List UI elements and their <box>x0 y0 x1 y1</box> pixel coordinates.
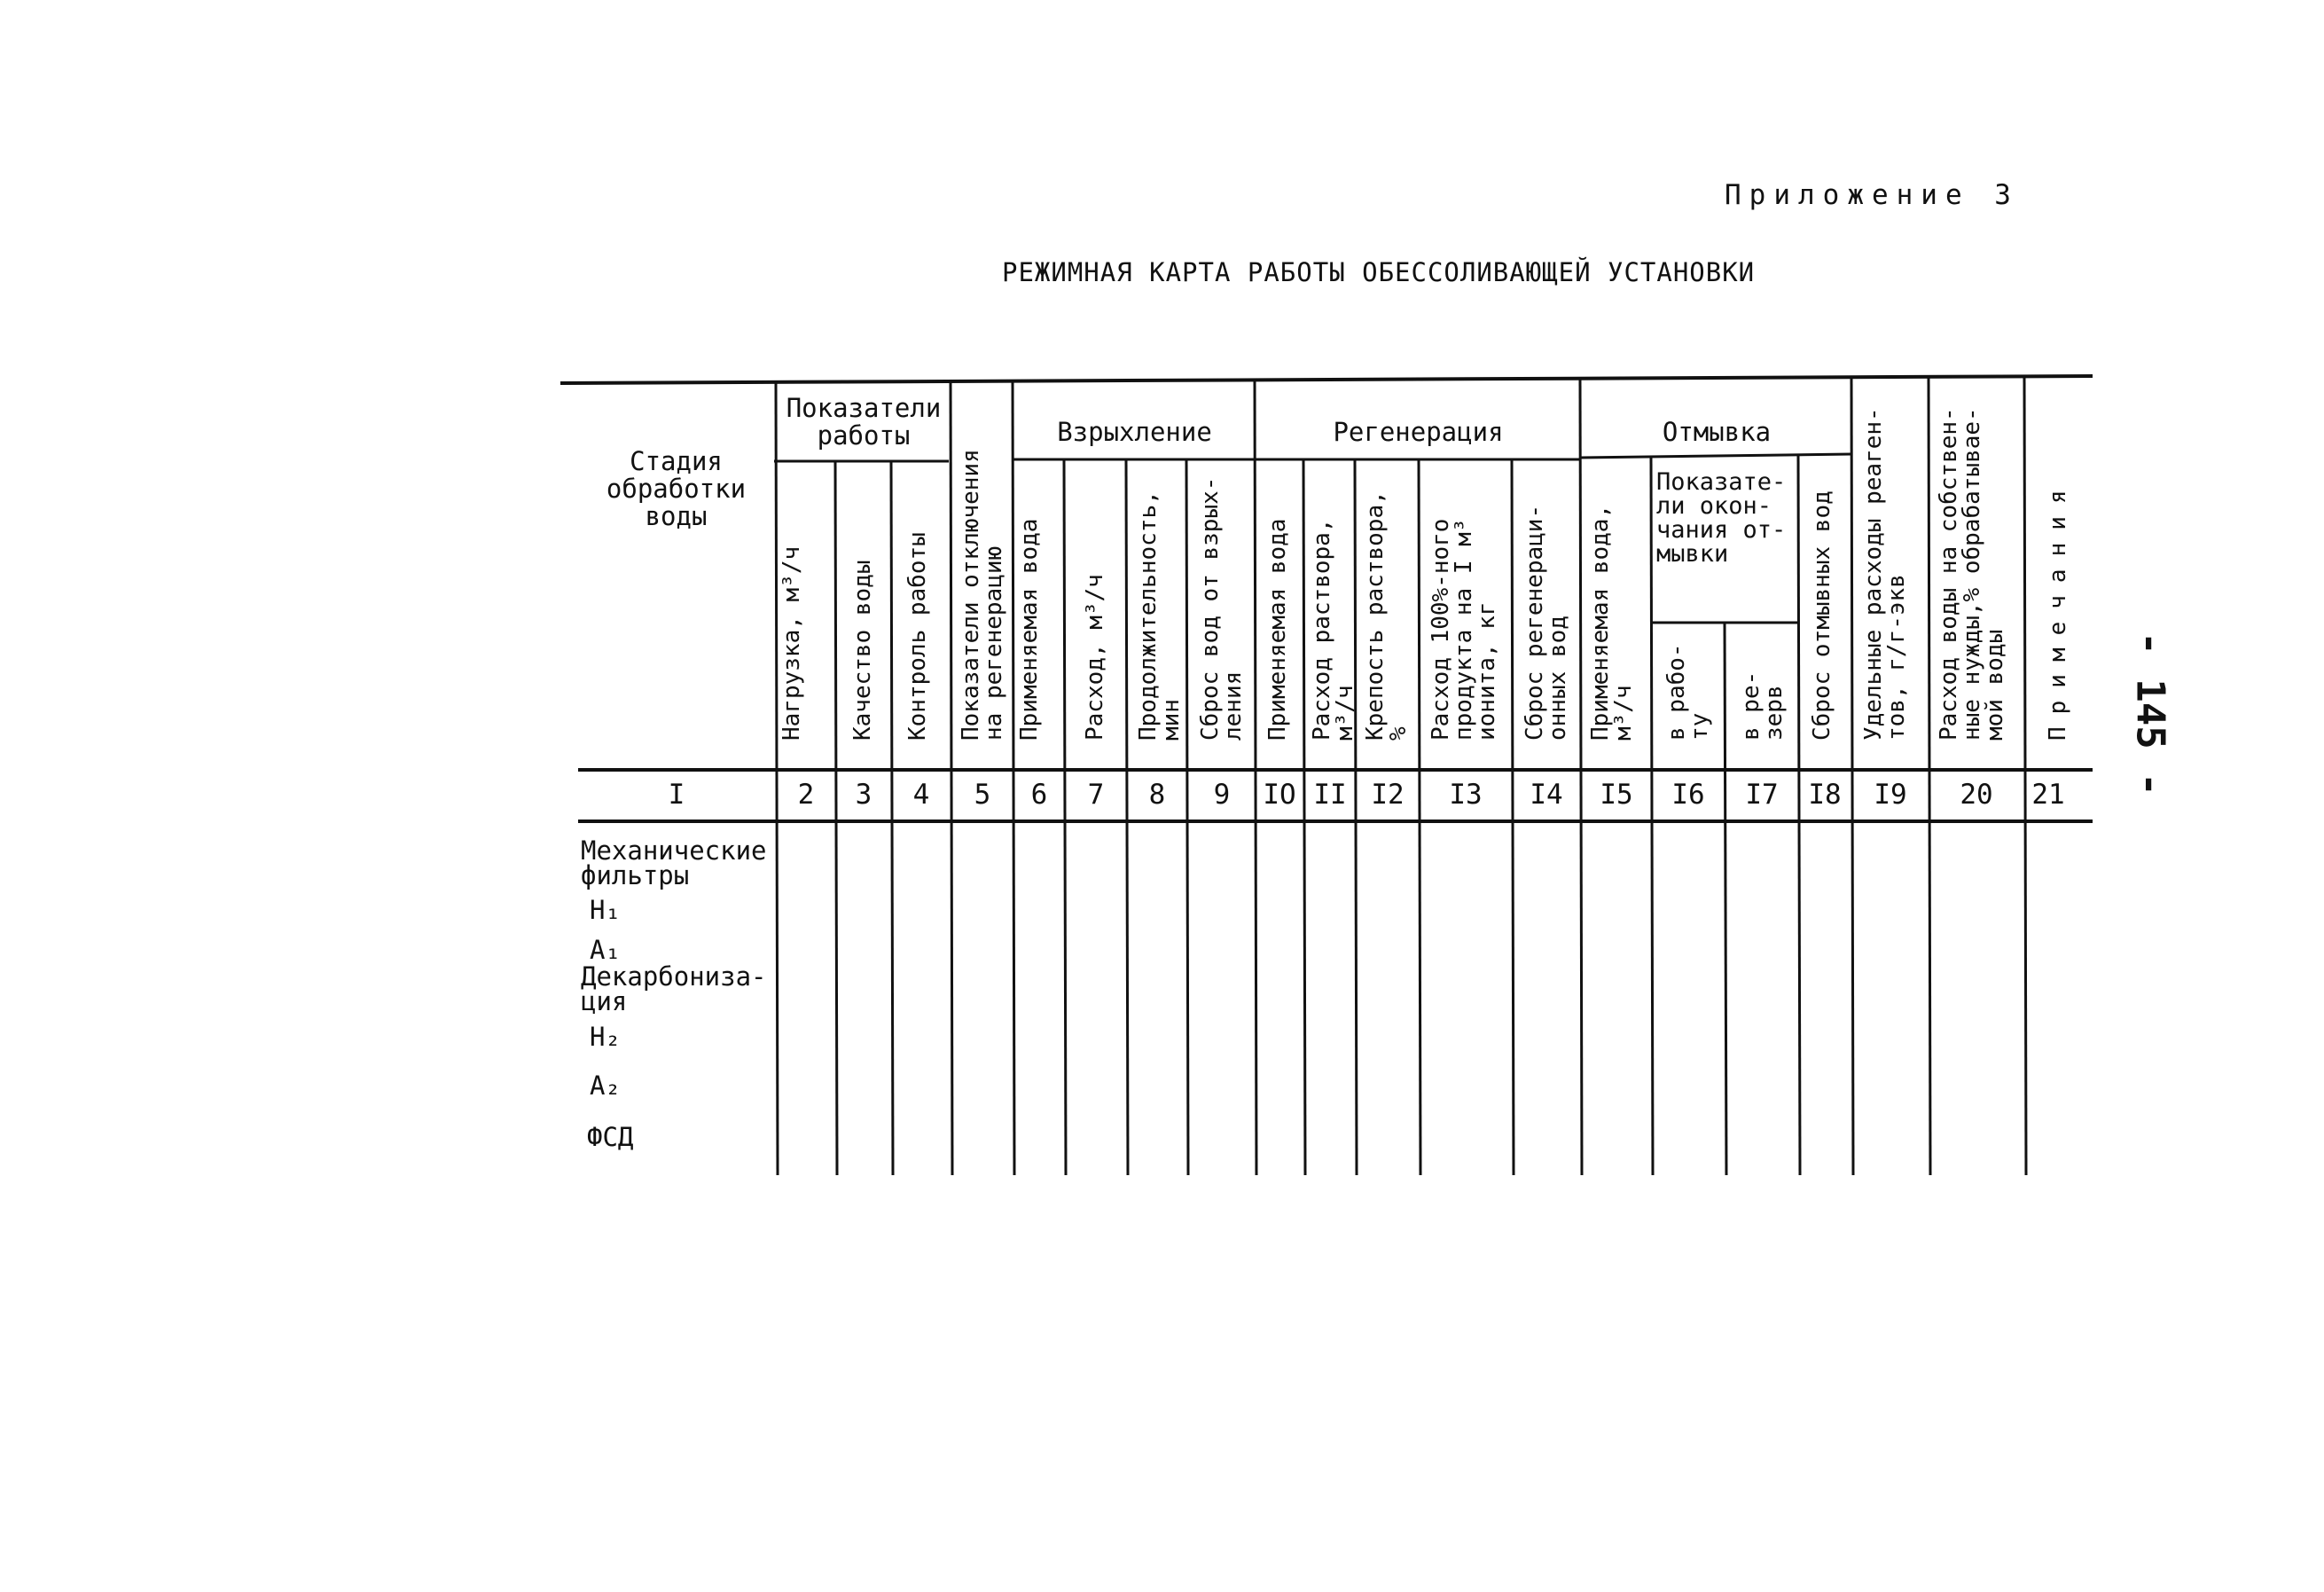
col-14-number: I4 <box>1530 779 1563 811</box>
col-18-number: I8 <box>1808 779 1842 811</box>
col-13-header: Расход 100%-ного продукта на I м³ ионита, кг <box>1428 518 1500 741</box>
appendix-label: Приложение 3 <box>1725 179 2019 211</box>
col-16-number: I6 <box>1671 779 1705 811</box>
col-2-number: 2 <box>797 779 815 811</box>
rinse-end-header: Показате- ли окон- чания от- мывки <box>1656 468 1787 568</box>
col-17-header: в ре- зерв <box>1738 671 1788 741</box>
row-decarbonization: Декарбониза- ция <box>581 961 767 1016</box>
col-3-number: 3 <box>855 779 872 811</box>
col-21-number: 21 <box>2031 779 2065 811</box>
col-9-number: 9 <box>1213 779 1231 811</box>
col-6-number: 6 <box>1030 779 1048 811</box>
rinse-header: Отмывка <box>1662 417 1772 447</box>
row-mechanical-filters: Механические фильтры <box>581 835 767 890</box>
col-20-number: 20 <box>1960 779 1993 811</box>
col-5-header: Показатели отключения на регенерацию <box>958 449 1007 741</box>
col-9-header: Сброс вод от взрых- ления <box>1197 476 1247 741</box>
col-8-header: Продолжительность, мин <box>1135 490 1185 741</box>
regeneration-header: Регенерация <box>1333 417 1504 447</box>
row-a1: А₁ <box>590 935 621 965</box>
col-10-number: IO <box>1263 779 1296 811</box>
col-15-number: I5 <box>1600 779 1633 811</box>
col-5-number: 5 <box>974 779 991 811</box>
work-indicators-header: Показатели работы <box>786 393 942 451</box>
col-17-number: I7 <box>1745 779 1779 811</box>
col-1-number: I <box>668 779 685 811</box>
document-title: РЕЖИМНАЯ КАРТА РАБОТЫ ОБЕССОЛИВАЮЩЕЙ УСТАНОВКИ <box>1002 257 1756 287</box>
col-8-number: 8 <box>1148 779 1166 811</box>
row-a2: А₂ <box>590 1070 621 1101</box>
col-13-number: I3 <box>1449 779 1483 811</box>
stage-header: Стадия обработки воды <box>606 446 747 531</box>
col-15-header: Применяемая вода, м³/ч <box>1587 504 1637 741</box>
col-6-header: Применяемая вода <box>1016 518 1043 741</box>
col-11-number: II <box>1313 779 1347 811</box>
col-12-header: Крепость раствора, % <box>1362 490 1412 741</box>
row-h2: Н₂ <box>590 1022 621 1052</box>
col-10-header: Применяемая вода <box>1264 518 1291 741</box>
col-11-header: Расход раствора, м³/ч <box>1309 518 1358 741</box>
col-7-header: Расход, м³/ч <box>1082 574 1108 741</box>
col-21-header: Примечания <box>2045 477 2071 741</box>
col-19-number: I9 <box>1874 779 1907 811</box>
loosening-header: Взрыхление <box>1057 417 1212 447</box>
col-19-header: Удельные расходы реаген- тов, г/г-экв <box>1860 407 1910 741</box>
row-h1: Н₁ <box>590 895 621 925</box>
col-2-header: Нагрузка, м³/ч <box>779 545 805 741</box>
col-18-header: Сброс отмывных вод <box>1809 490 1835 741</box>
col-16-header: в рабо- ту <box>1663 643 1713 741</box>
col-14-header: Сброс регенераци- онных вод <box>1522 504 1571 741</box>
col-3-header: Качество воды <box>849 560 876 741</box>
col-7-number: 7 <box>1087 779 1105 811</box>
col-12-number: I2 <box>1371 779 1405 811</box>
page-number: - 145 - <box>2127 631 2173 796</box>
col-20-header: Расход воды на собствен- ные нужды,% обрабатывае- мой воды <box>1936 407 2008 741</box>
col-4-header: Контроль работы <box>904 532 931 741</box>
row-fsd: ФСД <box>587 1122 634 1152</box>
col-4-number: 4 <box>912 779 930 811</box>
